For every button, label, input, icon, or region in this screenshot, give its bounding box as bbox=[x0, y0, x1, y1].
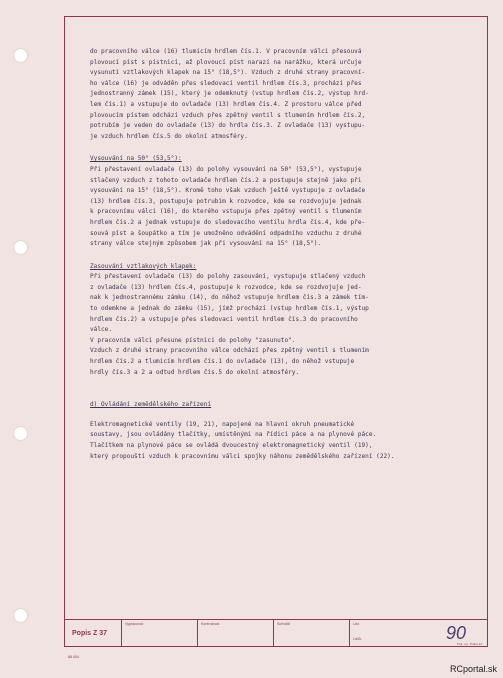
heading-ovladani: d) Ovládání zemědělského zařízení bbox=[90, 401, 212, 409]
print-note: Tisk, n.p. Praha 42 bbox=[456, 642, 482, 646]
kontroloval-label: Kontroloval: bbox=[201, 622, 220, 626]
text-line: hrdlem čís.2) a vstupuje přes sledovací ventil hrdlem čís.3 do pracovního bbox=[90, 315, 358, 323]
text-line: hrdlem čís.2 a tlumicím hrdlem čís.1 do ovladače (13), do něhož vstupuje bbox=[90, 358, 355, 366]
text-line: to odemkne a jednak do zámku (15), jímž prochází (vstup hrdlem čís.1, výstup bbox=[90, 305, 369, 313]
body-text bbox=[90, 47, 482, 462]
text-line: souvá píst a šoupátko a tím je umožněno odvádění odpadního vzduchu z druhé bbox=[90, 229, 362, 237]
text-line: (13) hrdlem čís.3, postupuje potrubím k rozvodce, kde se rozdvojuje jednak bbox=[90, 197, 362, 205]
watermark: RCportal.sk bbox=[449, 664, 497, 674]
popis-label: Popis Z 37 bbox=[72, 630, 108, 637]
text-line: ho válce (16) je odváděn přes sledovací ventil hrdlem čís.3, prochází přes bbox=[90, 79, 362, 87]
text-line: soustavy, jsou ovládány tlačítky, umístěnými na řídicí páce a na plynové páce. bbox=[90, 431, 377, 439]
text-line: Při přestavení ovladače (13) do polohy zasouvání, vystupuje stlačený vzduch bbox=[90, 273, 366, 281]
list-label: List: bbox=[353, 622, 360, 626]
heading-vysouvani: Vysouvání na 50° (53,5°): bbox=[90, 155, 182, 163]
vypracoval-label: Vypracoval: bbox=[125, 622, 144, 626]
text-line: lem čís.1) a vstupuje do ovladače (13) hrdlem čís.4. Z prostoru válce před bbox=[90, 100, 362, 108]
text-line: plovoucím pístem odchází vzduch přes zpětný ventil s tlumením hrdlem čís.2, bbox=[90, 111, 366, 119]
schvalil-cell bbox=[274, 620, 350, 647]
paragraph-intro bbox=[90, 47, 482, 142]
text-line: plovoucí píst s pístnicí, až plovoucí píst narazí na narážku, která určuje bbox=[90, 58, 362, 66]
title-block bbox=[64, 619, 488, 647]
text-line: válce. bbox=[90, 326, 113, 334]
kontroloval-cell bbox=[198, 620, 274, 647]
punch-hole bbox=[13, 240, 28, 255]
listu-label: Listů: bbox=[353, 637, 362, 641]
text-line: do pracovního válce (16) tlumicím hrdlem čís.1. V pracovním válci přesouvá bbox=[90, 48, 362, 55]
text-line: vysunutí vztlakových klapek na 15° (18,5°). Vzduch z druhé strany pracovní- bbox=[90, 69, 366, 77]
text-line: strany válce stejným způsobem jak při vysouvání na 15° (18,5°). bbox=[90, 240, 322, 248]
text-line: potrubím je veden do ovladače (13) do hrdla čís.3. Z ovladače (13) vystupu- bbox=[90, 122, 366, 130]
vypracoval-cell bbox=[122, 620, 198, 647]
text-line: vysouvání na 15° (18,5°). Kromě toho však vzduch ještě vystupuje z ovladače bbox=[90, 187, 366, 195]
page-number: 90 bbox=[445, 623, 466, 643]
text-line: Při přestavení ovladače (13) do polohy vysouvání na 50° (53,5°), vystupuje bbox=[90, 165, 362, 173]
text-line: stlačený vzduch z tohoto ovladače hrdlem čís.2 a postupuje stejně jako při bbox=[90, 176, 362, 184]
text-line: jednostranný zámek (15), který je odemknutý (vstup hrdlem čís.2, výstup hrd- bbox=[90, 90, 369, 98]
popis-cell bbox=[64, 620, 122, 647]
text-line: Elektromagnetické ventily (19, 21), napojené na hlavní okruh pneumatické bbox=[90, 420, 355, 428]
paragraph-ovladani bbox=[90, 420, 482, 462]
text-line: hrdlem čís.2 a jednak vstupuje do sledovacího ventilu hrdla čís.4, kde pře- bbox=[90, 218, 366, 226]
text-line: je vzduch hrdlem čís.5 do okolní atmosféry. bbox=[90, 132, 248, 140]
paragraph-vysouvani bbox=[90, 165, 482, 250]
schvalil-label: Schválil: bbox=[277, 622, 291, 626]
text-line: Tlačítkem na plynové páce se ovládá dvoucestný elektromagnetický ventil (19), bbox=[90, 442, 373, 449]
text-line: k pracovnímu válci (16), do kterého vstupuje přes zpětný ventil s tlumením bbox=[90, 208, 362, 216]
list-cell bbox=[350, 620, 488, 647]
punch-hole bbox=[13, 426, 28, 441]
heading-zasouvani: Zasouvání vztlakových klapek: bbox=[90, 262, 197, 270]
text-line: V pracovním válci přesune pístnici do polohy "zasunuto". bbox=[90, 336, 296, 344]
punch-hole bbox=[13, 608, 28, 623]
text-line: Vzduch z druhé strany pracovního válce odchází přes zpětný ventil s tlumením bbox=[90, 347, 369, 355]
text-line: nak k jednostrannému zámku (14), do něhož vstupuje hrdlem čís.3 a zámek tím- bbox=[90, 294, 369, 302]
punch-hole bbox=[13, 48, 28, 63]
text-line: který propouští vzduch k pracovnímu válci spojky náhonu zemědělského zařízení (22). bbox=[90, 452, 395, 460]
form-stamp: 88 404 bbox=[68, 655, 79, 659]
text-line: hrdly čís.3 a 2 a odtud hrdlem čís.5 do okolní atmosféry. bbox=[90, 368, 300, 376]
text-line: z ovladače (13) hrdlem čís.4, postupuje k rozvodce, kde se rozdvojuje jed- bbox=[90, 283, 362, 291]
paragraph-zasouvani bbox=[90, 272, 482, 378]
